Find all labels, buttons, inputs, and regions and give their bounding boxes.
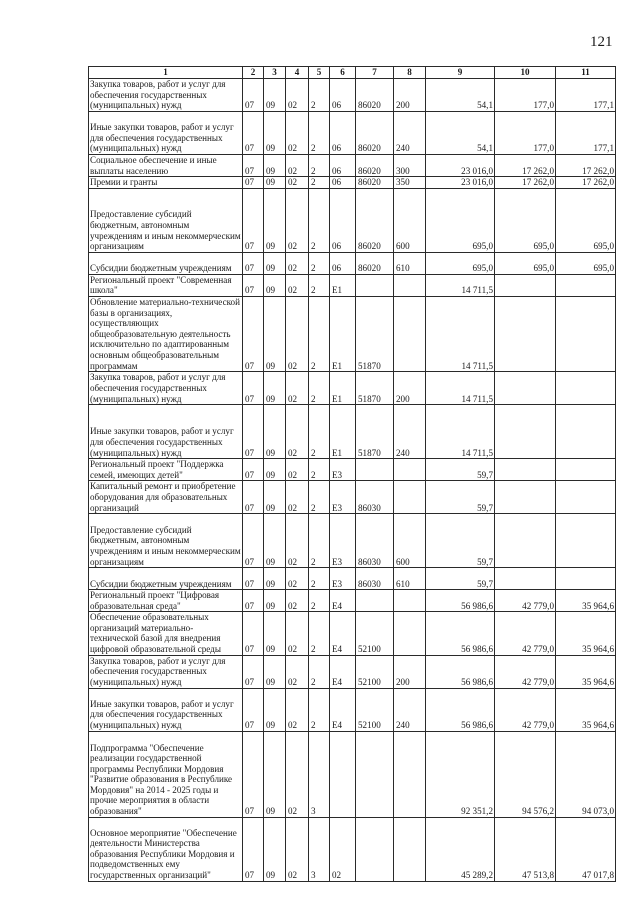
row-label: Обеспечение образовательных организаций материально-технической базой для внедрения цифровой образовательной среды (89, 612, 243, 655)
amount-cell: 14 711,5 (426, 296, 495, 371)
code-cell: 07 (243, 372, 264, 405)
code-cell: 02 (286, 252, 309, 274)
amount-cell (495, 514, 556, 568)
amount-cell: 35 964,6 (556, 590, 616, 612)
amount-cell: 56 986,6 (426, 612, 495, 655)
code-cell: 2 (309, 296, 330, 371)
table-row (89, 252, 616, 274)
amount-cell: 59,7 (426, 568, 495, 590)
code-cell: 09 (264, 155, 286, 177)
code-cell (356, 817, 394, 881)
code-cell: 02 (286, 481, 309, 514)
code-cell: 240 (394, 112, 426, 155)
code-cell: 3 (309, 817, 330, 881)
code-cell: 07 (243, 274, 264, 296)
code-cell: 07 (243, 155, 264, 177)
table-row (89, 188, 616, 252)
amount-cell: 17 262,0 (495, 155, 556, 177)
table-row (89, 481, 616, 514)
code-cell: 09 (264, 188, 286, 252)
code-cell: 09 (264, 252, 286, 274)
code-cell: 07 (243, 296, 264, 371)
code-cell: 02 (286, 177, 309, 189)
table-row (89, 731, 616, 817)
row-label: Закупка товаров, работ и услуг для обеспечения государственных (муниципальных) нужд (89, 372, 243, 405)
code-cell: 2 (309, 688, 330, 731)
code-cell: 09 (264, 112, 286, 155)
code-cell: 600 (394, 514, 426, 568)
row-label: Подпрограмма "Обеспечение реализации государственной программы Республики Мордовия "Развитие образования в Республике Мордовия" на 2014 - 2025 годы и прочие мероприятия в области образования" (89, 731, 243, 817)
code-cell: 02 (286, 274, 309, 296)
code-cell: 09 (264, 177, 286, 189)
table-row (89, 112, 616, 155)
code-cell: 02 (286, 817, 309, 881)
code-cell: 2 (309, 481, 330, 514)
amount-cell: 17 262,0 (495, 177, 556, 189)
code-cell (394, 296, 426, 371)
table-row (89, 688, 616, 731)
code-cell: 06 (330, 252, 356, 274)
code-cell: 51870 (356, 296, 394, 371)
amount-cell: 695,0 (556, 188, 616, 252)
table-row (89, 372, 616, 405)
amount-cell: 59,7 (426, 459, 495, 481)
code-cell: 86020 (356, 112, 394, 155)
code-cell: 52100 (356, 688, 394, 731)
code-cell: 2 (309, 590, 330, 612)
code-cell: 09 (264, 481, 286, 514)
code-cell: E4 (330, 612, 356, 655)
code-cell: 02 (286, 731, 309, 817)
code-cell: 06 (330, 177, 356, 189)
table-row (89, 514, 616, 568)
code-cell: 02 (286, 655, 309, 688)
code-cell: 02 (286, 459, 309, 481)
amount-cell: 17 262,0 (556, 177, 616, 189)
code-cell: 3 (309, 731, 330, 817)
table-row (89, 296, 616, 371)
code-cell (356, 274, 394, 296)
amount-cell (495, 296, 556, 371)
amount-cell (556, 459, 616, 481)
table-row (89, 612, 616, 655)
row-label: Иные закупки товаров, работ и услуг для обеспечения государственных (муниципальных) нужд (89, 688, 243, 731)
code-cell: 240 (394, 688, 426, 731)
code-cell: 52100 (356, 655, 394, 688)
code-cell: 09 (264, 731, 286, 817)
row-label: Обновление материально-технической базы в организациях, осуществляющих общеобразовательную деятельность исключительно по адаптированным основным общеобразовательным программам (89, 296, 243, 371)
code-cell: 07 (243, 655, 264, 688)
code-cell: 07 (243, 612, 264, 655)
code-cell: 200 (394, 655, 426, 688)
code-cell: 610 (394, 252, 426, 274)
code-cell: 09 (264, 296, 286, 371)
amount-cell: 14 711,5 (426, 372, 495, 405)
code-cell: 07 (243, 514, 264, 568)
column-header: 6 (330, 67, 356, 79)
amount-cell: 17 262,0 (556, 155, 616, 177)
code-cell: 86020 (356, 252, 394, 274)
code-cell: 52100 (356, 612, 394, 655)
code-cell: 02 (286, 568, 309, 590)
amount-cell (495, 481, 556, 514)
code-cell: 2 (309, 655, 330, 688)
code-cell: 2 (309, 612, 330, 655)
code-cell: 07 (243, 568, 264, 590)
code-cell (330, 731, 356, 817)
code-cell: 51870 (356, 372, 394, 405)
code-cell: 07 (243, 688, 264, 731)
code-cell: 2 (309, 155, 330, 177)
amount-cell: 23 016,0 (426, 155, 495, 177)
row-label: Закупка товаров, работ и услуг для обеспечения государственных (муниципальных) нужд (89, 655, 243, 688)
code-cell: 86020 (356, 79, 394, 112)
code-cell: 02 (286, 188, 309, 252)
code-cell: 02 (286, 112, 309, 155)
column-header: 3 (264, 67, 286, 79)
amount-cell: 14 711,5 (426, 405, 495, 459)
code-cell: 86020 (356, 155, 394, 177)
code-cell: 02 (286, 612, 309, 655)
code-cell: 07 (243, 188, 264, 252)
code-cell: 610 (394, 568, 426, 590)
row-label: Субсидии бюджетным учреждениям (89, 568, 243, 590)
code-cell: 2 (309, 252, 330, 274)
code-cell: 07 (243, 459, 264, 481)
code-cell (394, 731, 426, 817)
code-cell: 2 (309, 405, 330, 459)
code-cell: 07 (243, 252, 264, 274)
amount-cell: 59,7 (426, 514, 495, 568)
code-cell: 09 (264, 405, 286, 459)
amount-cell (556, 296, 616, 371)
table-row (89, 79, 616, 112)
code-cell: E1 (330, 372, 356, 405)
amount-cell: 59,7 (426, 481, 495, 514)
amount-cell: 177,1 (556, 112, 616, 155)
code-cell: 09 (264, 274, 286, 296)
code-cell: 02 (286, 405, 309, 459)
amount-cell (495, 568, 556, 590)
amount-cell: 35 964,6 (556, 655, 616, 688)
row-label: Капитальный ремонт и приобретение оборудования для образовательных организаций (89, 481, 243, 514)
code-cell: 09 (264, 688, 286, 731)
amount-cell (495, 459, 556, 481)
amount-cell: 94 073,0 (556, 731, 616, 817)
amount-cell: 695,0 (556, 252, 616, 274)
amount-cell: 695,0 (495, 252, 556, 274)
code-cell: E4 (330, 655, 356, 688)
code-cell: 09 (264, 655, 286, 688)
row-label: Премии и гранты (89, 177, 243, 189)
code-cell: 2 (309, 514, 330, 568)
code-cell: E1 (330, 274, 356, 296)
column-header: 2 (243, 67, 264, 79)
code-cell: 09 (264, 79, 286, 112)
column-header: 8 (394, 67, 426, 79)
code-cell: 2 (309, 79, 330, 112)
code-cell: 2 (309, 372, 330, 405)
row-label: Субсидии бюджетным учреждениям (89, 252, 243, 274)
row-label: Основное мероприятие "Обеспечение деятельности Министерства образования Республики Мордовия и подведомственных ему государственных организаций" (89, 817, 243, 881)
amount-cell (495, 405, 556, 459)
code-cell: 86030 (356, 481, 394, 514)
amount-cell: 56 986,6 (426, 590, 495, 612)
code-cell (394, 612, 426, 655)
code-cell: 07 (243, 79, 264, 112)
code-cell (356, 459, 394, 481)
amount-cell: 42 779,0 (495, 612, 556, 655)
code-cell: 07 (243, 590, 264, 612)
code-cell: E1 (330, 405, 356, 459)
amount-cell: 23 016,0 (426, 177, 495, 189)
column-header: 11 (556, 67, 616, 79)
code-cell (356, 590, 394, 612)
amount-cell: 47 017,8 (556, 817, 616, 881)
code-cell: 2 (309, 188, 330, 252)
table-row (89, 655, 616, 688)
code-cell: 86020 (356, 188, 394, 252)
row-label: Региональный проект "Цифровая образовательная среда" (89, 590, 243, 612)
code-cell (394, 817, 426, 881)
code-cell: 600 (394, 188, 426, 252)
row-label: Предоставление субсидий бюджетным, автономным учреждениям и иным некоммерческим организациям (89, 188, 243, 252)
amount-cell (556, 405, 616, 459)
amount-cell: 45 289,2 (426, 817, 495, 881)
table-header-row (89, 67, 616, 79)
code-cell: 2 (309, 112, 330, 155)
code-cell: 350 (394, 177, 426, 189)
code-cell: 09 (264, 514, 286, 568)
code-cell: E3 (330, 481, 356, 514)
code-cell: 06 (330, 112, 356, 155)
code-cell: 86030 (356, 568, 394, 590)
amount-cell: 47 513,8 (495, 817, 556, 881)
code-cell: 09 (264, 612, 286, 655)
code-cell: 200 (394, 372, 426, 405)
code-cell: 300 (394, 155, 426, 177)
row-label: Региональный проект "Современная школа" (89, 274, 243, 296)
code-cell: E3 (330, 568, 356, 590)
column-header: 7 (356, 67, 394, 79)
code-cell: 240 (394, 405, 426, 459)
code-cell: 02 (286, 688, 309, 731)
code-cell: 07 (243, 731, 264, 817)
amount-cell (556, 372, 616, 405)
amount-cell: 42 779,0 (495, 688, 556, 731)
code-cell (356, 731, 394, 817)
column-header: 4 (286, 67, 309, 79)
table-row (89, 274, 616, 296)
code-cell: 2 (309, 568, 330, 590)
amount-cell: 56 986,6 (426, 688, 495, 731)
code-cell: 06 (330, 188, 356, 252)
code-cell: 02 (286, 155, 309, 177)
code-cell: E1 (330, 296, 356, 371)
code-cell: 09 (264, 568, 286, 590)
code-cell: 07 (243, 481, 264, 514)
amount-cell (556, 274, 616, 296)
amount-cell: 177,0 (495, 79, 556, 112)
code-cell: 07 (243, 177, 264, 189)
column-header: 10 (495, 67, 556, 79)
row-label: Иные закупки товаров, работ и услуг для обеспечения государственных (муниципальных) нужд (89, 112, 243, 155)
table-row (89, 568, 616, 590)
code-cell (394, 274, 426, 296)
amount-cell: 42 779,0 (495, 655, 556, 688)
code-cell: E4 (330, 590, 356, 612)
code-cell: 02 (286, 590, 309, 612)
code-cell (394, 481, 426, 514)
row-label: Предоставление субсидий бюджетным, автономным учреждениям и иным некоммерческим организациям (89, 514, 243, 568)
table-row (89, 177, 616, 189)
code-cell: 86030 (356, 514, 394, 568)
row-label: Закупка товаров, работ и услуг для обеспечения государственных (муниципальных) нужд (89, 79, 243, 112)
amount-cell: 695,0 (426, 252, 495, 274)
amount-cell: 695,0 (495, 188, 556, 252)
column-header: 1 (89, 67, 243, 79)
column-header: 5 (309, 67, 330, 79)
code-cell: 07 (243, 112, 264, 155)
code-cell: 2 (309, 459, 330, 481)
amount-cell: 177,0 (495, 112, 556, 155)
amount-cell: 695,0 (426, 188, 495, 252)
code-cell: 02 (286, 372, 309, 405)
code-cell (394, 459, 426, 481)
code-cell: 200 (394, 79, 426, 112)
code-cell: 09 (264, 590, 286, 612)
code-cell: 07 (243, 817, 264, 881)
table-row (89, 459, 616, 481)
code-cell: E4 (330, 688, 356, 731)
code-cell: 02 (330, 817, 356, 881)
code-cell: 2 (309, 177, 330, 189)
code-cell: 09 (264, 372, 286, 405)
table-row (89, 590, 616, 612)
table-row (89, 405, 616, 459)
amount-cell (556, 514, 616, 568)
amount-cell: 54,1 (426, 79, 495, 112)
table-row (89, 155, 616, 177)
amount-cell: 35 964,6 (556, 688, 616, 731)
amount-cell: 54,1 (426, 112, 495, 155)
amount-cell: 35 964,6 (556, 612, 616, 655)
code-cell: 2 (309, 274, 330, 296)
code-cell: 02 (286, 79, 309, 112)
row-label: Социальное обеспечение и иные выплаты населению (89, 155, 243, 177)
code-cell: E3 (330, 514, 356, 568)
amount-cell (495, 372, 556, 405)
amount-cell: 94 576,2 (495, 731, 556, 817)
amount-cell: 42 779,0 (495, 590, 556, 612)
row-label: Региональный проект "Поддержка семей, имеющих детей" (89, 459, 243, 481)
code-cell: 09 (264, 459, 286, 481)
budget-table (88, 66, 616, 882)
code-cell: 86020 (356, 177, 394, 189)
amount-cell (556, 568, 616, 590)
code-cell: 02 (286, 514, 309, 568)
table-row (89, 817, 616, 881)
code-cell: 02 (286, 296, 309, 371)
column-header: 9 (426, 67, 495, 79)
amount-cell: 56 986,6 (426, 655, 495, 688)
page-number: 121 (590, 34, 613, 50)
code-cell: 06 (330, 79, 356, 112)
amount-cell: 177,1 (556, 79, 616, 112)
code-cell: E3 (330, 459, 356, 481)
code-cell (394, 590, 426, 612)
code-cell: 51870 (356, 405, 394, 459)
amount-cell (495, 274, 556, 296)
code-cell: 09 (264, 817, 286, 881)
amount-cell: 92 351,2 (426, 731, 495, 817)
amount-cell: 14 711,5 (426, 274, 495, 296)
row-label: Иные закупки товаров, работ и услуг для обеспечения государственных (муниципальных) нужд (89, 405, 243, 459)
code-cell: 06 (330, 155, 356, 177)
amount-cell (556, 481, 616, 514)
code-cell: 07 (243, 405, 264, 459)
